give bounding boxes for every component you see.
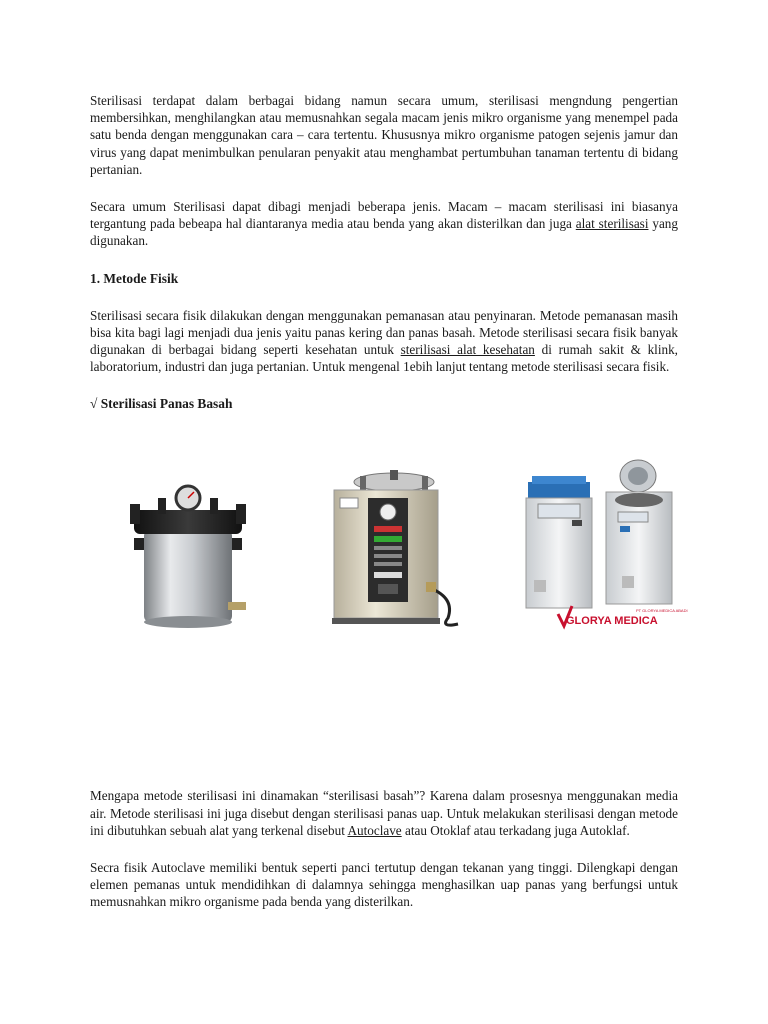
paragraph-intro: Sterilisasi terdapat dalam berbagai bidang namun secara umum, sterilisasi mengndung pengertian membersihkan, menghilangkan atau memusnahkan segala macam jenis mikro organisme yang menempel pada satu benda dengan menggunakan cara – cara tertentu. Khususnya mikro organisme patogen sejenis jamur dan virus yang dapat menimbulkan penularan penyakit atau menghambat pertumbuhan tanaman tertentu di bidang pertanian. [90,93,678,177]
paragraph-types-text: Secara umum Sterilisasi dapat dibagi menjadi beberapa jenis. Macam – macam sterilisasi ini biasanya tergantung pada bebeapa hal diantaranya media atau benda yang akan disterilkan dan juga [90,199,678,232]
brand-name: GLORYA MEDICA [566,615,658,628]
paragraph-physical [90,307,678,376]
paragraph-types [90,198,678,250]
paragraph-physical-text-end: di rumah sakit & klink, laboratorium, industri dan juga pertanian. Untuk mengenal 1ebih lanjut tentang metode sterilisasi secara fisik. [90,342,678,375]
vertical-autoclave-image [330,468,465,628]
paragraph-wet-text: Mengapa metode sterilisasi ini dinamakan “sterilisasi basah”? Karena dalam prosesnya menggunakan media air. Metode sterilisasi ini juga disebut dengan sterilisasi panas uap. Untuk melakukan sterilisasi dengan metode ini dibutuhkan sebuah alat yang terkenal disebut [90,788,678,838]
heading-metode-fisik: 1. Metode Fisik [90,270,179,286]
paragraph-autoclave-description: Secra fisik Autoclave memiliki bentuk seperti panci tertutup dengan tekanan yang tinggi. Dilengkapi dengan elemen pemanas untuk mendidihkan di dalamnya sehingga menghasilkan uap panas yang berfungsi untuk memusnahkan mikro organisme pada benda yang disterilkan. [90,860,678,910]
link-autoclave[interactable]: Autoclave [347,822,402,838]
paragraph-wet-text-end: atau Otoklaf atau terkadang juga Autoklaf. [401,822,630,838]
lab-autoclave-image [520,456,688,631]
paragraph-wet-sterilization [90,787,678,839]
autoclave-images-row [90,432,688,787]
brand-small-text: PT GLORYA MEDICA ABADI [636,608,688,614]
portable-autoclave-image [128,482,248,632]
heading-panas-basah: √ Sterilisasi Panas Basah [90,396,233,412]
link-alat-sterilisasi[interactable]: alat sterilisasi [575,216,649,232]
link-sterilisasi-alat-kesehatan[interactable]: sterilisasi alat kesehatan [400,342,535,358]
paragraph-physical-text: Sterilisasi secara fisik dilakukan dengan menggunakan pemanasan atau penyinaran. Metode pemanasan masih bisa kita bagi lagi menjadi dua jenis yaitu panas kering dan panas basah. Metode sterilisasi secara fisik banyak digunakan di berbagai bidang seperti kesehatan untuk [90,307,678,358]
paragraph-types-text-end: yang digunakan. [90,216,678,249]
document-page [90,92,688,911]
